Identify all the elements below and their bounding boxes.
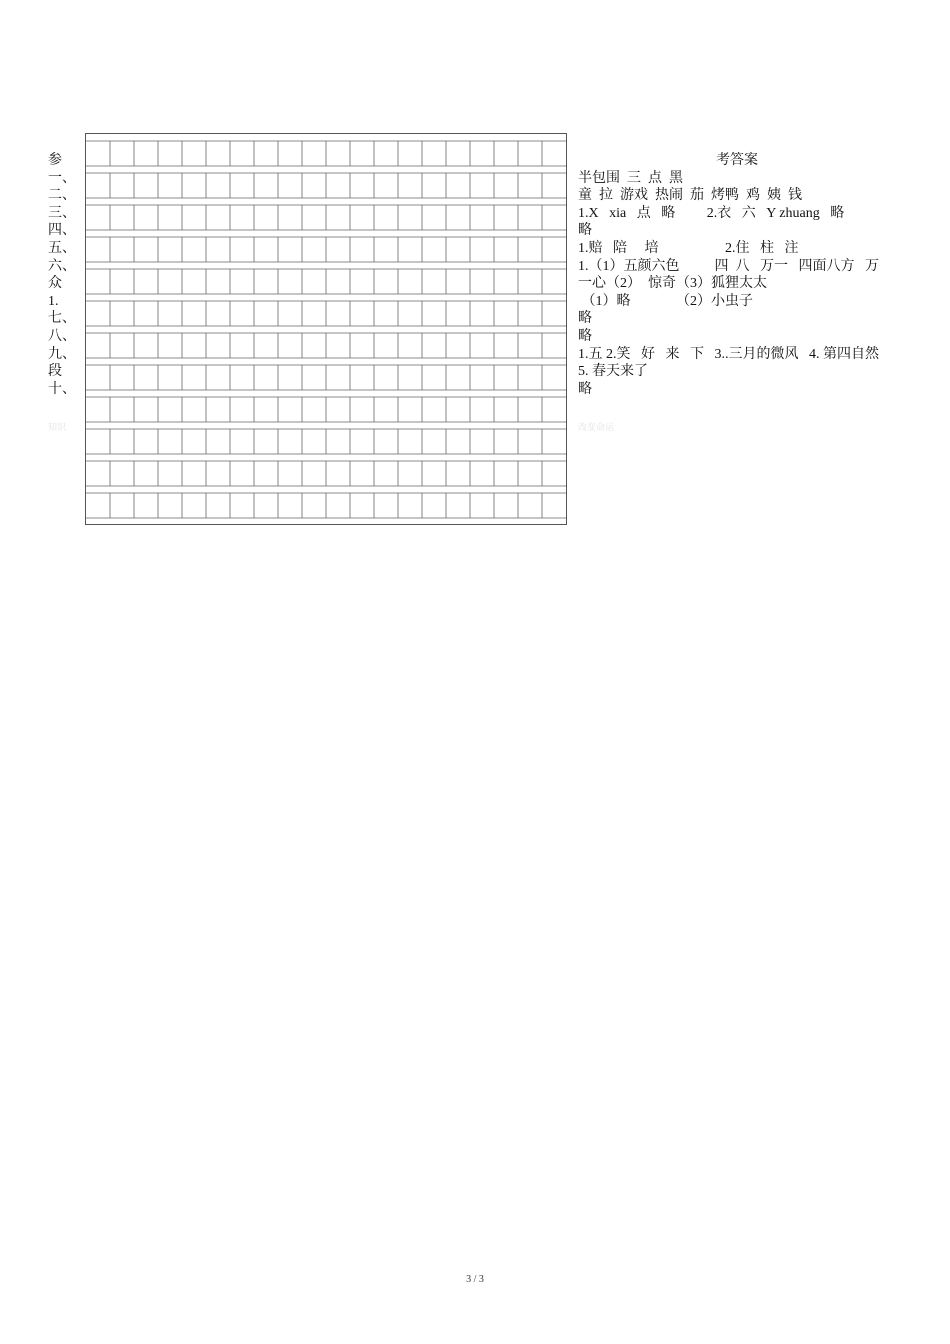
answer-line: 1.（1）五颜六色 四 八 万一 四面八方 万: [578, 258, 879, 274]
answer-line: 5. 春天来了: [578, 364, 648, 380]
label: 五、: [48, 240, 76, 256]
answer-line: 1.X xia 点 略 2.衣 六 Y zhuang 略: [578, 205, 845, 221]
answer-key: [578, 152, 938, 398]
answer-line: 略: [578, 328, 592, 344]
label: 八、: [48, 328, 76, 344]
label: 一、: [48, 170, 76, 186]
writing-grid: [85, 133, 567, 525]
label: 九、: [48, 346, 76, 362]
answer-line: 略: [578, 223, 592, 239]
answer-line: 半包围 三 点 黑: [578, 170, 683, 186]
watermark-right: 改变命运: [578, 422, 615, 432]
label: 七、: [48, 311, 76, 327]
label: 1.: [48, 293, 59, 309]
answer-title: 考答案: [716, 153, 758, 168]
label: 四、: [48, 223, 76, 239]
label: 段: [48, 364, 62, 380]
label: 三、: [48, 205, 76, 221]
question-labels: [48, 152, 88, 398]
label: 六、: [48, 258, 76, 274]
answer-line: 1.五 2.笑 好 来 下 3..三月的微风 4. 第四自然: [578, 346, 879, 362]
answer-line: （1）略 （2）小虫子: [578, 293, 753, 309]
page-number: 3 / 3: [466, 1274, 484, 1285]
answer-line: 略: [578, 311, 592, 327]
answer-line: 童 拉 游戏 热闹 茄 烤鸭 鸡 姨 钱: [578, 188, 802, 204]
answer-line: 一心（2） 惊奇（3）狐狸太太: [578, 276, 767, 292]
label: 十、: [48, 381, 76, 397]
answer-line: 略: [578, 381, 592, 397]
writing-grid-lines: [86, 134, 566, 524]
label: 众: [48, 276, 62, 292]
answer-line: 1.赔 陪 培 2.住 柱 注: [578, 240, 799, 256]
label: 二、: [48, 188, 76, 204]
watermark-left: 知识: [48, 422, 67, 432]
label: 参: [48, 153, 62, 168]
